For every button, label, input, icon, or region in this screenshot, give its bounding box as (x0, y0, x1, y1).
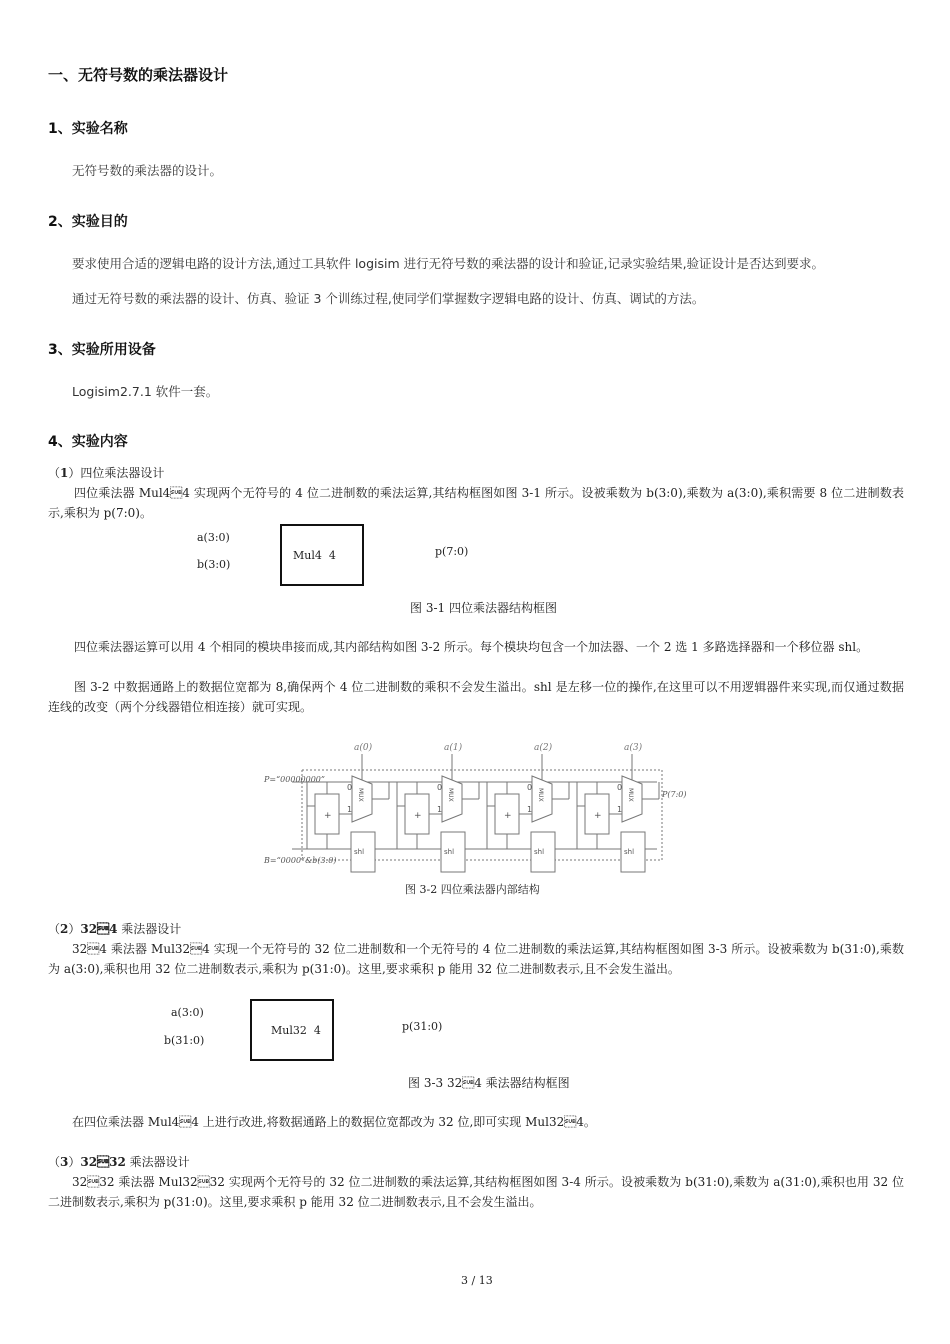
part1-title: （1）四位乘法器设计 (48, 466, 165, 480)
shl-label: shl (444, 848, 455, 856)
part3-title-text: 乘法器设计 (129, 1155, 190, 1169)
fig31-input-a: a(3:0) (197, 531, 230, 544)
experiment-name-text: 无符号数的乘法器的设计。 (72, 163, 223, 178)
adder-symbol: + (504, 811, 512, 821)
mux-label: MUX (537, 788, 544, 802)
mux-label: MUX (447, 788, 454, 802)
fig31-block (280, 524, 364, 586)
section-title: 一、无符号数的乘法器设计 (48, 66, 229, 84)
shl-label: shl (354, 848, 365, 856)
mux-input-0: 0 (347, 783, 353, 792)
fig31-input-b: b(3:0) (197, 558, 231, 571)
circuit-b-init: B=“0000”&b(3:0) (264, 856, 337, 865)
part1-title-text: 四位乘法器设计 (80, 466, 165, 480)
part2-title-text: 乘法器设计 (121, 922, 182, 936)
part1-paragraph-1: 四位乘法器 Mul44 实现两个无符号的 4 位二进制数的乘法运算,其结构框图如图 3-1 所示。设被乘数为 b(3:0),乘数为 a(3:0),乘积需要 8 位二进制数表示,乘积为 p(7:0)。 (48, 486, 904, 520)
circuit-a0: a(0) (354, 743, 373, 753)
mux-input-1: 1 (617, 805, 623, 814)
fig33-output: p(31:0) (402, 1020, 443, 1033)
circuit-a1: a(1) (444, 743, 463, 753)
part2-title-bold: 324 (80, 922, 118, 936)
page-number: 3 / 13 (461, 1274, 493, 1287)
circuit-p-out: P(7:0) (662, 790, 687, 799)
mux-input-1: 1 (527, 805, 533, 814)
part2-title: （2）324 乘法器设计 (48, 922, 182, 936)
fig31-caption: 图 3-1 四位乘法器结构框图 (410, 601, 557, 615)
mux-label: MUX (627, 788, 634, 802)
purpose-paragraph-1: 要求使用合适的逻辑电路的设计方法,通过工具软件 logisim 进行无符号数的乘法器的设计和验证,记录实验结果,验证设计是否达到要求。 (72, 256, 825, 271)
fig33-input-a: a(3:0) (171, 1006, 204, 1019)
fig33-caption: 图 3-3 324 乘法器结构框图 (408, 1076, 570, 1090)
part2-paragraph-2: 在四位乘法器 Mul44 上进行改进,将数据通路上的数据位宽都改为 32 位,即可实现 Mul324。 (72, 1115, 596, 1129)
fig32-caption: 图 3-2 四位乘法器内部结构 (405, 883, 540, 896)
fig31-output: p(7:0) (435, 545, 469, 558)
circuit-a2: a(2) (534, 743, 553, 753)
part1-paragraph-2: 四位乘法器运算可以用 4 个相同的模块串接而成,其内部结构如图 3-2 所示。每个模块均包含一个加法器、一个 2 选 1 多路选择器和一个移位器 shl。 (74, 640, 869, 654)
mux-input-0: 0 (527, 783, 533, 792)
part3-number: 3 (60, 1155, 69, 1169)
mux-input-1: 1 (437, 805, 443, 814)
mux-label: MUX (357, 788, 364, 802)
fig33-block-label: Mul32 4 (271, 1024, 321, 1037)
part3-title-bold: 3232 (80, 1155, 126, 1169)
fig32-circuit (262, 736, 702, 881)
adder-symbol: + (324, 811, 332, 821)
fig31-block-label: Mul4 4 (293, 549, 336, 562)
experiment-purpose-heading: 2、实验目的 (48, 214, 128, 230)
experiment-name-heading: 1、实验名称 (48, 121, 128, 137)
purpose-paragraph-2: 通过无符号数的乘法器的设计、仿真、验证 3 个训练过程,使同学们掌握数字逻辑电路的设计、仿真、调试的方法。 (72, 291, 705, 306)
adder-symbol: + (414, 811, 422, 821)
circuit-p-init: P=“00000000” (264, 775, 325, 784)
shl-label: shl (534, 848, 545, 856)
fig33-input-b: b(31:0) (164, 1034, 205, 1047)
part2-number: 2 (60, 922, 69, 936)
content-heading: 4、实验内容 (48, 434, 128, 450)
part2-paragraph-1: 324 乘法器 Mul324 实现一个无符号的 32 位二进制数和一个无符号的 4 位二进制数的乘法运算,其结构框图如图 3-3 所示。设被乘数为 b(31:0),乘数为 a(3:0),乘积也用 32 位二进制数表示,乘积为 p(31:0)。这里,要求乘积 p 能用 32 位二进制数表示,且不会发生溢出。 (48, 942, 904, 976)
circuit-a3: a(3) (624, 743, 643, 753)
adder-symbol: + (594, 811, 602, 821)
mux-input-0: 0 (437, 783, 443, 792)
part1-paragraph-3: 图 3-2 中数据通路上的数据位宽都为 8,确保两个 4 位二进制数的乘积不会发生溢出。shl 是左移一位的操作,在这里可以不用逻辑器件来实现,而仅通过数据连线的改变（两个分线器错位相连接）就可实现。 (48, 680, 904, 714)
mux-input-0: 0 (617, 783, 623, 792)
equipment-text: Logisim2.7.1 软件一套。 (72, 384, 219, 399)
fig33-block (250, 999, 334, 1061)
mux-input-1: 1 (347, 805, 353, 814)
part3-paragraph-1: 3232 乘法器 Mul3232 实现两个无符号的 32 位二进制数的乘法运算,其结构框图如图 3-4 所示。设被乘数为 b(31:0),乘数为 a(31:0),乘积也用 32 位二进制数表示,乘积为 p(31:0)。这里,要求乘积 p 能用 32 位二进制数表示,且不会发生溢出。 (48, 1175, 904, 1209)
part3-title: （3）3232 乘法器设计 (48, 1155, 190, 1169)
shl-label: shl (624, 848, 635, 856)
part1-number: 1 (60, 466, 69, 480)
equipment-heading: 3、实验所用设备 (48, 342, 156, 358)
